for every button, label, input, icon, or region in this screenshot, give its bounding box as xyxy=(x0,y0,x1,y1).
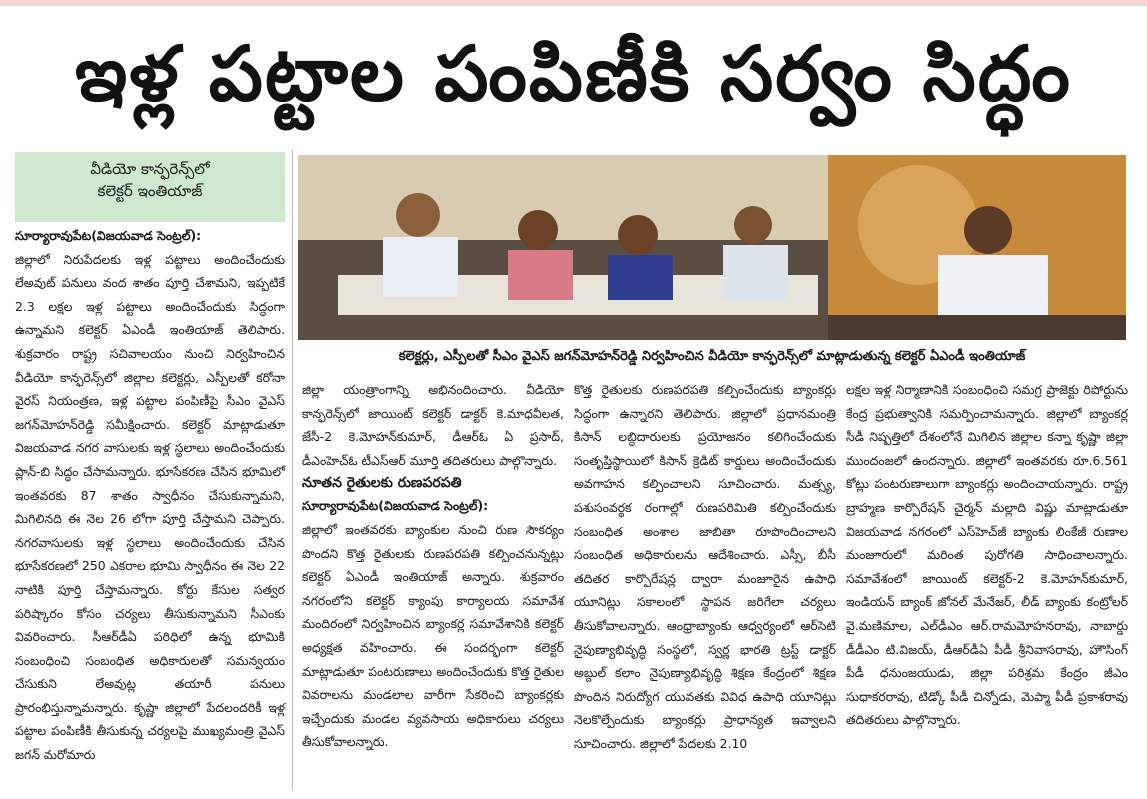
article-text-col3: కొత్త రైతులకు రుణపరపతి కల్పించేందుకు బ్యాంకర్లు సిద్ధంగా ఉన్నారని తెలిపారు. జిల్లాలో ప్రధానమంత్రి కిసాన్ లబ్ధిదారులకు ప్రయోజనం కలిగించేందుకు సంతృప్తిస్థాయిలో కిసాన్ క్రెడిట్ కార్డులు అందించేందుకు అవగాహన కల్పించాలని సూచించారు. మత్స్య, పశుసంవర్థక రంగాల్లో రుణపరిమితి కల్పించేందుకు సంబంధిత అంశాల జాబితా రూపొందించాలని సంబంధిత అధికారులను ఆదేశించారు. ఎస్సీ, బీసీ తదితర కార్పొరేషన్ల ద్వారా మంజూరైన ఉపాధి యూనిట్లు సకాలంలో స్థాపన జరిగేలా చర్యలు తీసుకోవాలన్నారు. ఆంధ్రాబ్యాంకు ఆధ్వర్యంలో ఆర్‌సెటి నైపుణ్యాభివృద్ధి సంస్థలో, స్వర్ణ భారతి ట్రస్ట్ డాక్టర్ అబ్దుల్ కలాం నైపుణ్యాభివృద్ధి శిక్షణ కేంద్రంలో శిక్షణ పొందిన నిరుద్యోగ యువతకు వివిధ ఉపాధి యూనిట్లు నెలకొల్పేందుకు బ్యాంకర్లు ప్రాధాన్యత ఇవ్వాలని సూచించారు. జిల్లాలో పేదలకు 2.10 xyxy=(574,382,836,751)
sidebar-line-2: కలెక్టర్ ఇంతియాజ్ xyxy=(97,182,203,200)
sidebar-line-1: వీడియో కాన్ఫరెన్స్‌లో xyxy=(90,160,210,178)
news-photo xyxy=(298,155,1126,340)
article-column-4 xyxy=(846,378,1128,790)
dateline-2: సూర్యారావుపేట(విజయవాడ సెంట్రల్): xyxy=(302,498,489,514)
dateline-1: సూర్యారావుపేట(విజయవాడ సెంట్రల్): xyxy=(15,228,202,243)
article-text-col4: లక్షల ఇళ్ల నిర్మాణానికి సంబంధించి సమగ్ర ప్రాజెక్టు రిపోర్టును కేంద్ర ప్రభుత్వానికి సమర్పించామన్నారు. జిల్లాలో బ్యాంకర్ల సీడీ నిష్పత్తిలో దేశంలోనే మిగిలిన జిల్లాల కన్నా కృష్ణా జిల్లా ముందంజలో ఉందన్నారు. జిల్లాలో ఇంతవరకు రూ.6.561 కోట్లు పంటరుణాలుగా బ్యాంకర్లు అందించాయన్నారు. రాష్ట్ర బ్రాహ్మణ కార్పొరేషన్ చైర్మన్ మల్లాది విష్ణు మాట్లాడుతూ విజయవాడ నగరంలో ఎస్‌హెచ్‌జీ బ్యాంకు లింకేజీ రుణాల మంజూరులో మరింత పురోగతి సాధించాలన్నారు. సమావేశంలో జాయింట్ కలెక్టర్-2 కె.మోహన్‌కుమార్, ఇండియన్ బ్యాంక్ జోనల్ మేనేజర్, లీడ్ బ్యాంకు కంట్రోలర్ వై.మణిమాల, ఎల్‌డీఎం ఆర్.రామమోహనరావు, నాబార్డు డీడీఎం టి.విజయ్, డీఆర్‌డీఏ పీడీ శ్రీనివాసరావు, హౌసింగ్ పీడీ ధనుంజయుడు, జిల్లా పరిశ్రమ కేంద్రం జీఎం సుధాకరరావు, టిడ్కో పీడీ చిన్నోడు, మెప్మా పీడీ ప్రకాశరావు తదితరులు పాల్గొన్నారు. xyxy=(846,382,1128,728)
headline: ఇళ్ల పట్టాల పంపిణీకి సర్వం సిద్ధం xyxy=(75,29,1072,118)
article-column-2 xyxy=(302,378,564,790)
article-column-3 xyxy=(574,378,836,790)
article-text-col2b: జిల్లాలో ఇంతవరకు బ్యాంకుల నుంచి రుణ సౌకర్యం పొందని కొత్త రైతులకు రుణపరపతి కల్పించనున్నట్లు కలెక్టర్ ఏఎండీ ఇంతియాజ్ అన్నారు. శుక్రవారం నగరంలోని కలెక్టర్ క్యాంపు కార్యాలయ సమావేశ మందిరంలో నిర్వహించిన బ్యాంకర్ల సమావేశానికి కలెక్టర్ అధ్యక్షత వహించారు. ఈ సందర్భంగా కలెక్టర్ మాట్లాడుతూ పంటరుణాలు అందించేందుకు కొత్త రైతుల వివరాలను మండలాల వారీగా సేకరించి బ్యాంకర్లకు ఇచ్చేందుకు మండల వ్యవసాయ అధికారులు చర్యలు తీసుకోవాలన్నారు. xyxy=(302,521,564,750)
article-text-col1: జిల్లాలో నిరుపేదలకు ఇళ్ల పట్టాలు అందించేందుకు లేఅవుట్ పనులు వంద శాతం పూర్తి చేశామని, ఇప్పటికే 2.3 లక్షల ఇళ్ల పట్టాలు అందించేందుకు సిద్ధంగా ఉన్నామని కలెక్టర్ ఏఎండీ ఇంతియాజ్ తెలిపారు. శుక్రవారం రాష్ట్ర సచివాలయం నుంచి నిర్వహించిన వీడియో కాన్ఫరెన్స్‌లో జిల్లాల కలెక్టర్లు, ఎస్పీలతో కరోనా వైరస్ నియంత్రణ, ఇళ్ల పట్టాల పంపిణీపై సీఎం వైఎస్ జగన్‌మోహన్‌రెడ్డి సమీక్షించారు. కలెక్టర్ మాట్లాడుతూ విజయవాడ నగర వాసులకు ఇళ్ల స్థలాలు అందించేందుకు ప్లాన్-బి సిద్ధం చేసామన్నారు. భూసేకరణ చేసిన భూమిలో ఇంతవరకు 87 శాతం స్వాధీనం చేసుకున్నామని, మిగిలినది ఈ నెల 26 లోగా పూర్తి చేస్తామని చెప్పారు. నగరవాసులకు ఇళ్ల స్థలాలు అందించేందుకు చేసిన భూసేకరణలో 250 ఎకరాల భూమి స్వాధీనం ఈ నెల 22 నాటికి పూర్తి చేస్తామన్నారు. కోర్టు కేసుల సత్వర పరిష్కారం కోసం చర్యలు తీసుకున్నామని సీఎంకు వివరించారు. సీఆర్‌డీఏ పరిధిలో ఉన్న భూమికి సంబంధించి సంబంధిత అధికారులతో సమన్వయం చేసుకుని లేఅవుట్ల తయారీ పనులు ప్రారంభిస్తున్నామన్నారు. కృష్ణా జిల్లాలో పేదలందరికీ ఇళ్ల పట్టాల పంపిణీకి తీసుకున్న చర్యలపై ముఖ్యమంత్రి వైఎస్ జగన్ మరోమారు xyxy=(15,251,285,763)
article-text-col2: జిల్లా యంత్రాంగాన్ని అభినందించారు. వీడియో కాన్ఫరెన్స్‌లో జాయింట్ కలెక్టర్ డాక్టర్ కె.మాధవీలత, జేసీ-2 కె.మోహన్‌కుమార్, డీఆర్‌ఓ ఏ ప్రసాద్, డీఎంహెచ్ఓ టీఎస్ఆర్ మూర్తి తదితరులు పాల్గొన్నారు. xyxy=(302,382,564,468)
article-column-1 xyxy=(15,224,285,789)
subhead-2: నూతన రైతులకు రుణపరపతి xyxy=(302,475,462,492)
top-color-strip xyxy=(0,0,1147,6)
photo-caption: కలెక్టర్లు, ఎస్పీలతో సీఎం వైఎస్ జగన్‌మోహన్‌రెడ్డి నిర్వహించిన వీడియో కాన్ఫరెన్స్‌లో మాట్లాడుతున్న కలెక్టర్ ఏఎండీ ఇంతియాజ్ xyxy=(398,349,1026,364)
sidebar-box xyxy=(15,152,285,222)
column-divider xyxy=(292,150,293,790)
